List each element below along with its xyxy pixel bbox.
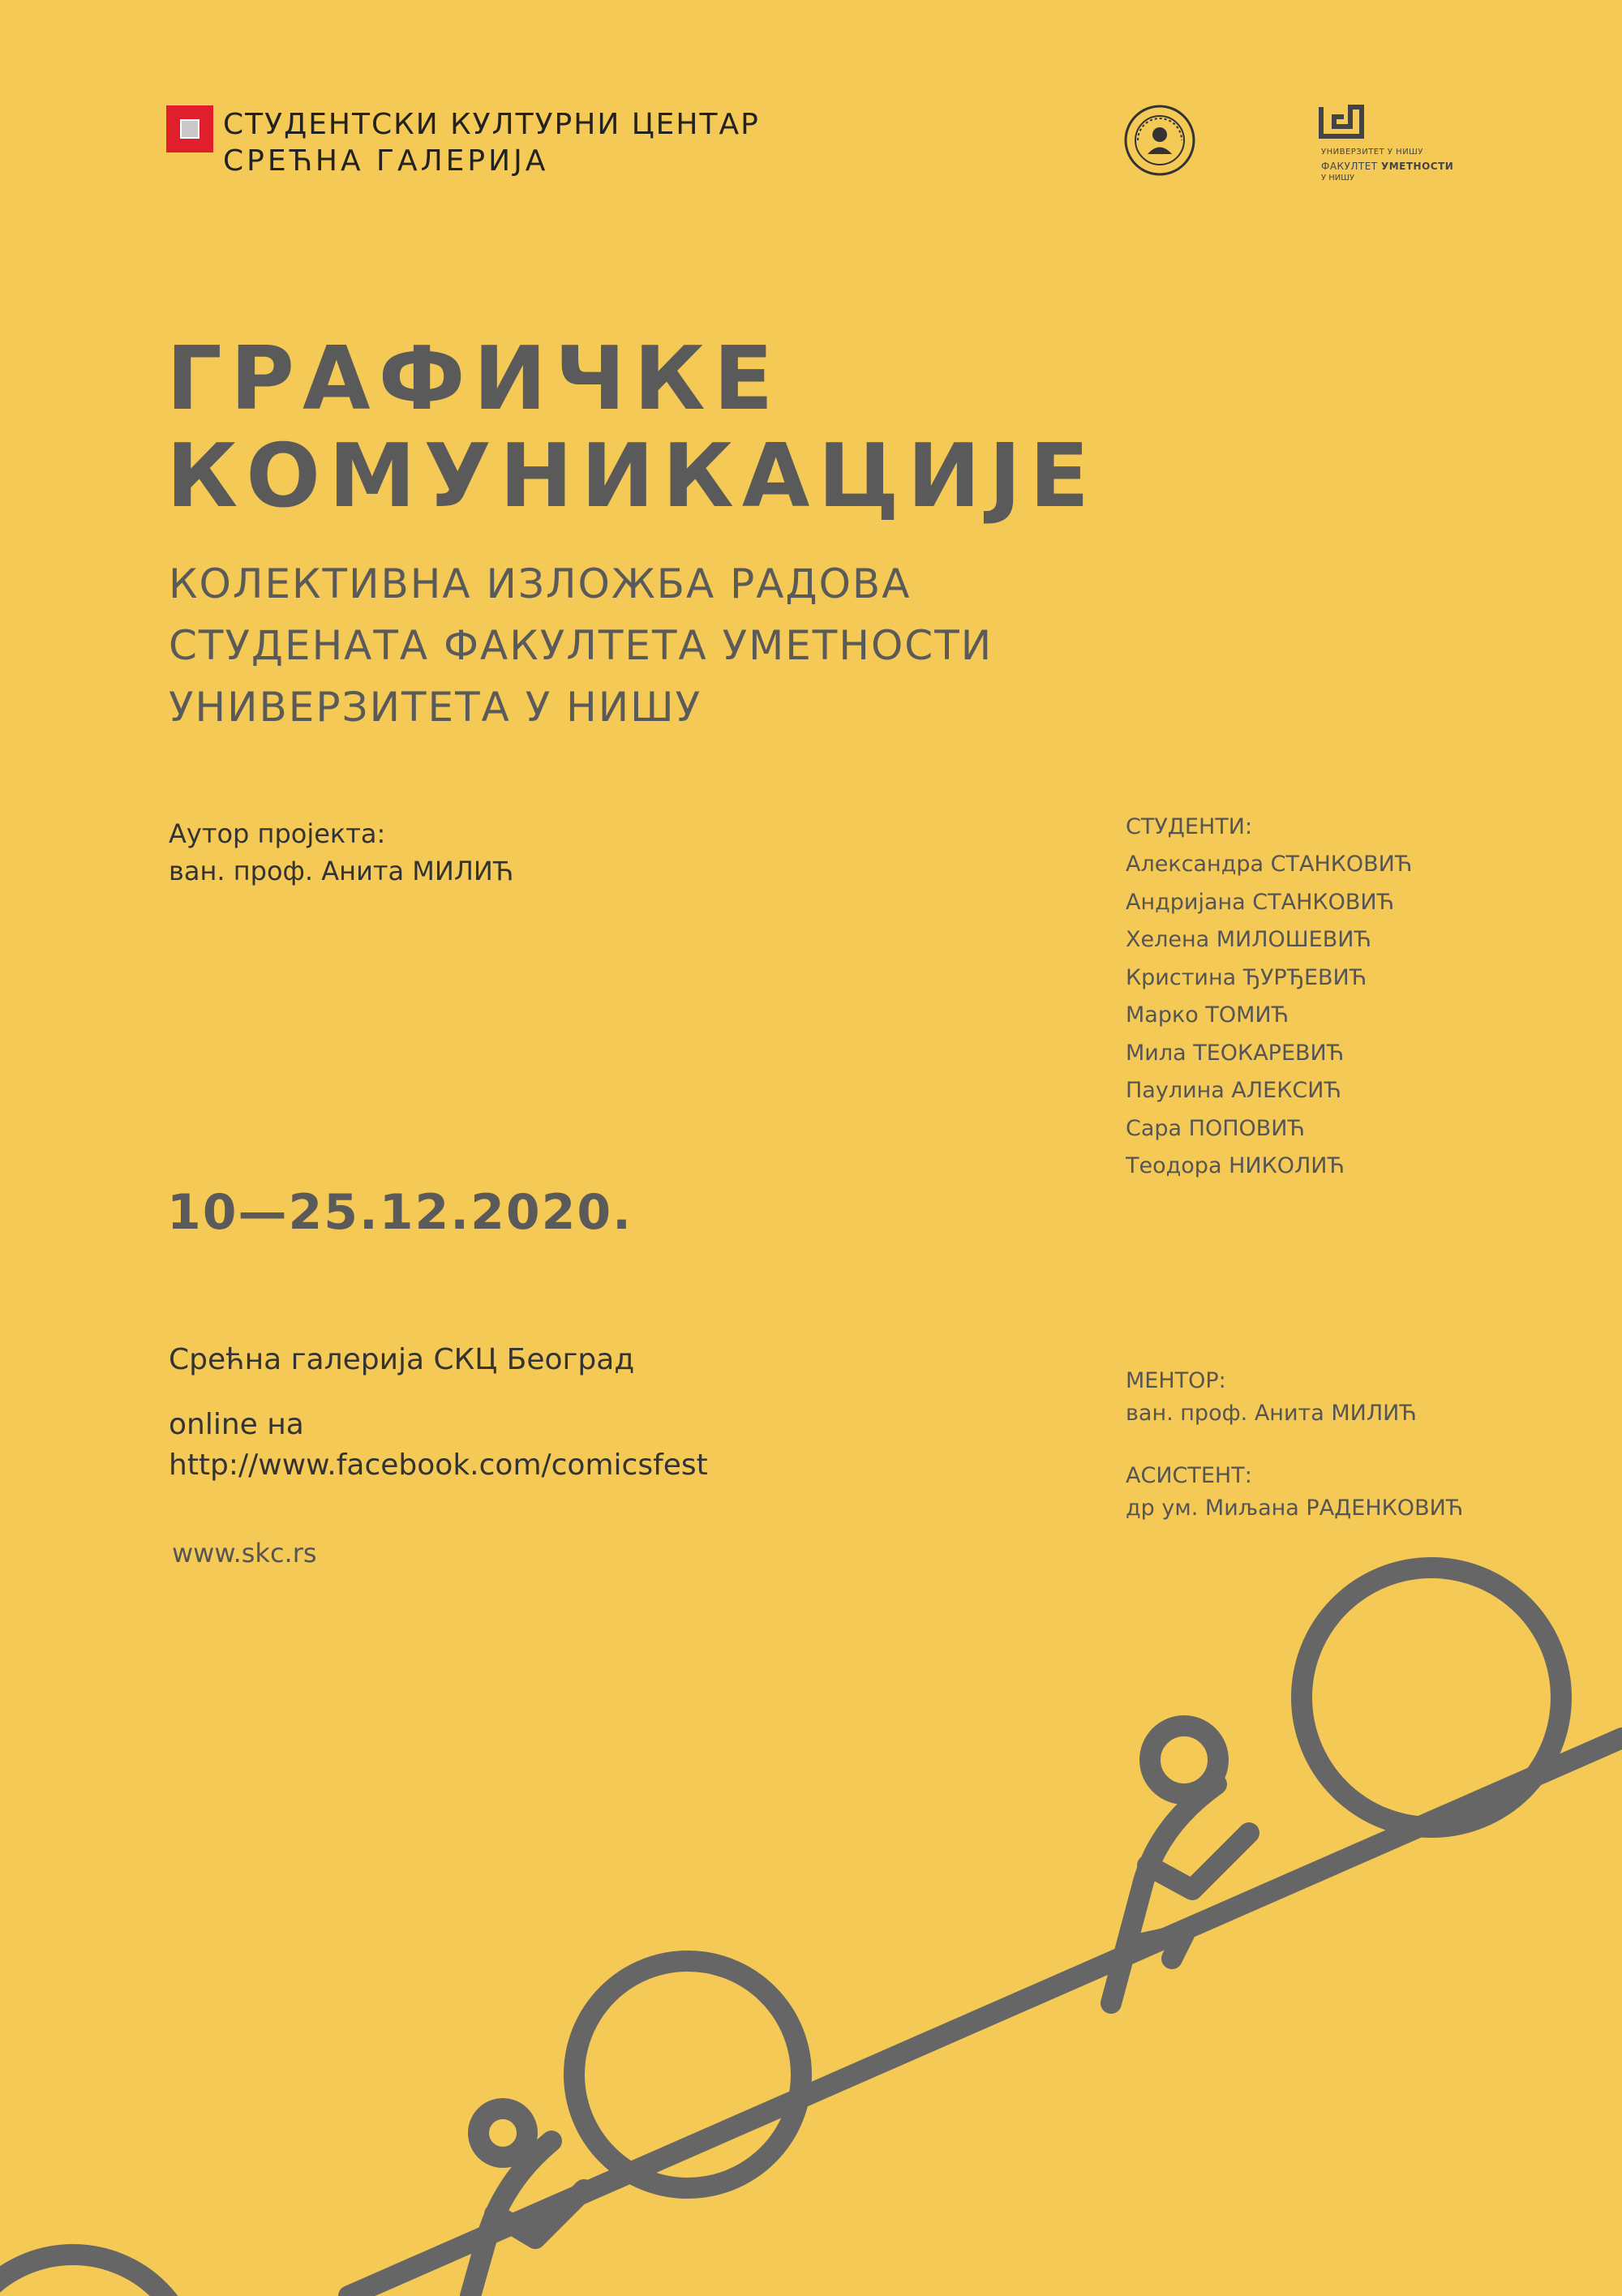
assistant-label: АСИСТЕНТ: [1126,1463,1252,1488]
figure-right [1111,1726,1249,2003]
student-name: Марко ТОМИЋ [1126,1002,1289,1028]
subtitle-line-1: КОЛЕКТИВНА ИЗЛОЖБА РАДОВА [169,560,912,607]
page-title-line-2: КОМУНИКАЦИЈЕ [166,426,1098,527]
student-name: Паулина АЛЕКСИЋ [1126,1078,1341,1103]
figure-middle [470,2109,584,2296]
mentor-label: МЕНТОР: [1126,1368,1226,1393]
student-name: Кристина ЂУРЂЕВИЋ [1126,965,1367,990]
venue-place: Срећна галерија СКЦ Београд [169,1343,635,1376]
faculty-logo-line-2: ФАКУЛТЕТ УМЕТНОСТИ [1321,161,1454,172]
student-name: Теодора НИКОЛИЋ [1126,1153,1345,1178]
student-name: Александра СТАНКОВИЋ [1126,852,1413,877]
author-name: ван. проф. Анита МИЛИЋ [169,856,513,886]
student-name: Мила ТЕОКАРЕВИЋ [1126,1041,1344,1066]
institution-name: СТУДЕНТСКИ КУЛТУРНИ ЦЕНТАР [223,108,760,141]
exhibition-dates: 10—25.12.2020. [167,1184,633,1241]
students-label: СТУДЕНТИ: [1126,814,1253,839]
student-name: Сара ПОПОВИЋ [1126,1116,1305,1141]
subtitle-line-3: УНИВЕРЗИТЕТА У НИШУ [169,684,702,731]
faculty-logo-line-1: УНИВЕРЗИТЕТ У НИШУ [1321,148,1423,157]
boulder-large [1302,1568,1561,1827]
faculty-logo-line-3: У НИШУ [1321,174,1355,182]
assistant-name: др ум. Миљана РАДЕНКОВИЋ [1126,1496,1464,1521]
author-label: Аутор пројекта: [169,818,386,849]
student-name: Хелена МИЛОШЕВИЋ [1126,927,1371,952]
subtitle-line-2: СТУДЕНАТА ФАКУЛТЕТА УМЕТНОСТИ [169,622,993,669]
boulder-partial [0,2255,195,2296]
mentor-name: ван. проф. Анита МИЛИЋ [1126,1401,1417,1426]
student-name: Андријана СТАНКОВИЋ [1126,890,1394,915]
gallery-name: СРЕЋНА ГАЛЕРИЈА [223,144,549,178]
online-label: online на [169,1408,304,1441]
website-link[interactable]: www.skc.rs [172,1538,317,1569]
online-url-link[interactable]: http://www.facebook.com/comicsfest [169,1448,708,1482]
page-title-line-1: ГРАФИЧКЕ [166,328,782,430]
